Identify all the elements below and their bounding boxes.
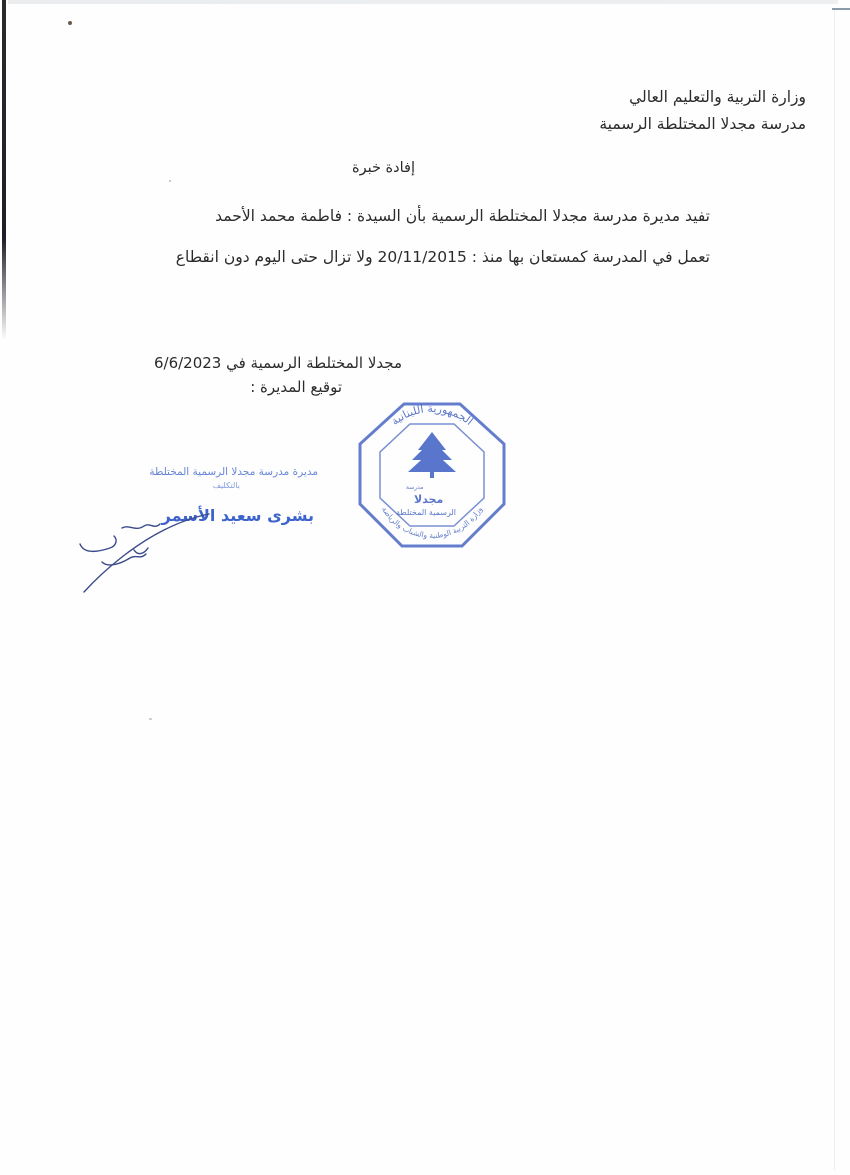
stamp-bottom-arc-text: وزارة التربية الوطنية والشباب والرياضة [379,505,485,541]
official-stamp-graphic [356,400,508,550]
stamp-top-arc-text: الجمهورية اللبنانية [388,401,476,428]
stamp-center-line-1: مدرسة [406,484,424,491]
handwritten-signature [74,510,224,600]
official-stamp [356,400,508,550]
principal-assignment: بالتكليف [212,481,240,490]
letterhead-school: مدرسة مجدلا المختلطة الرسمية [599,115,806,133]
certificate-paragraph-2: تعمل في المدرسة كمستعان بها منذ : 20/11/2015 ولا تزال حتى اليوم دون انقطاع [175,248,710,266]
certificate-paragraph-1: تفيد مديرة مدرسة مجدلا المختلطة الرسمية بأن السيدة : فاطمة محمد الأحمد [215,207,710,225]
letterhead-ministry: وزارة التربية والتعليم العالي [629,88,806,106]
place-and-date: مجدلا المختلطة الرسمية في 6/6/2023 [153,354,402,372]
scan-left-edge [2,0,6,340]
scan-speck [149,718,152,720]
stamp-center-line-3: الرسمية المختلطة [396,508,457,517]
principal-title: مديرة مدرسة مجدلا الرسمية المختلطة [149,466,318,478]
stamp-center-line-2: مجدلا [414,493,444,506]
signature-label: توقيع المديرة : [250,378,342,396]
document-title: إفادة خبرة [352,160,415,176]
scan-speck [68,21,72,25]
scan-right-line [834,10,835,1170]
scan-speck [169,180,171,182]
scan-top-edge [8,0,838,4]
cedar-icon [408,432,456,478]
principal-name: بشرى سعيد الأسمر [161,506,314,525]
